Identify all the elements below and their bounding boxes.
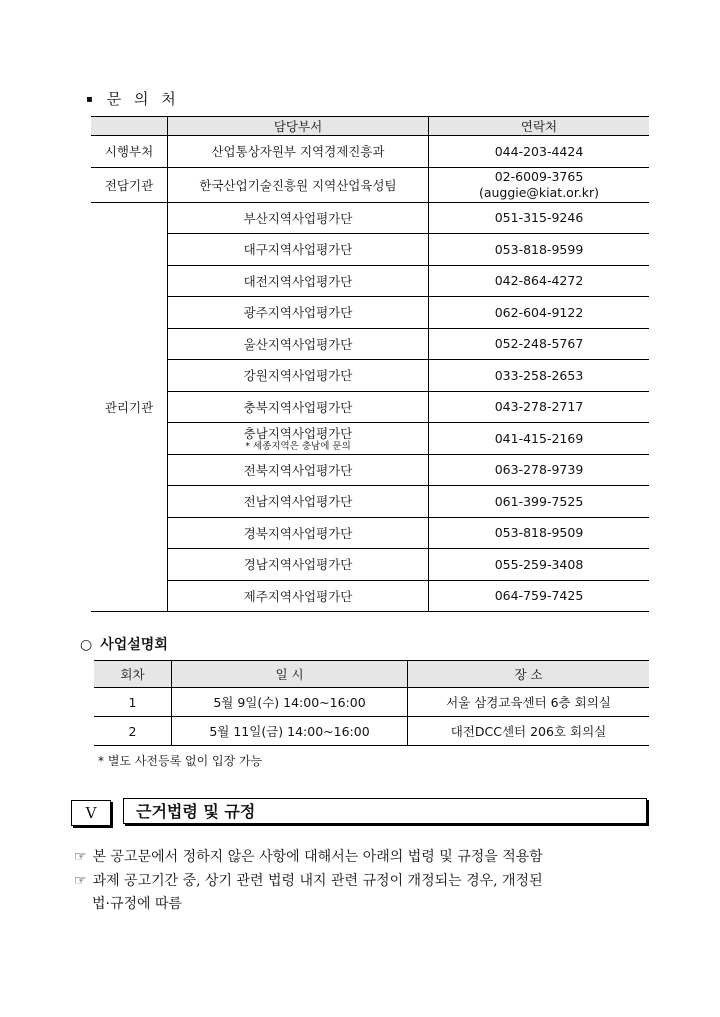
table-row [91, 486, 649, 518]
header-datetime: 일 시 [172, 661, 408, 688]
phone-cell: 043-278-2717 [429, 391, 650, 423]
table-row [91, 328, 649, 360]
department-cell: 전북지역사업평가단 [168, 454, 429, 486]
circle-bullet-icon: ○ [80, 637, 93, 653]
paragraph-1-text: 본 공고문에서 정하지 않은 사항에 대해서는 아래의 법령 및 규정을 적용함 [92, 849, 543, 865]
paragraph-2-line-2: 법·규정에 따름 [92, 896, 183, 912]
paragraph-2 [74, 870, 654, 916]
table-row [91, 454, 649, 486]
phone-cell: 064-759-7425 [429, 580, 650, 612]
department-cell: 전남지역사업평가단 [168, 486, 429, 518]
round-cell: 1 [94, 688, 172, 717]
contact-heading [86, 88, 180, 109]
sejong-note: * 세종지역은 충남에 문의 [245, 441, 351, 453]
department-cell: 한국산업기술진흥원 지역산업육성팀 [168, 167, 429, 202]
table-row [91, 297, 649, 329]
header-blank [91, 117, 168, 136]
department-cell: 대구지역사업평가단 [168, 234, 429, 266]
email-text: (auggie@kiat.or.kr) [478, 184, 600, 200]
briefing-heading [80, 634, 168, 654]
department-cell: 부산지역사업평가단 [168, 202, 429, 234]
phone-cell: 061-399-7525 [429, 486, 650, 518]
briefing-header-row [94, 661, 649, 688]
phone-cell: 053-818-9599 [429, 234, 650, 266]
contact-header-row [91, 117, 649, 136]
department-cell: 강원지역사업평가단 [168, 360, 429, 392]
phone-cell: 062-604-9122 [429, 297, 650, 329]
section-title: 근거법령 및 규정 [123, 798, 647, 824]
contact-heading-text: 문 의 처 [106, 90, 180, 108]
header-round: 회차 [94, 661, 172, 688]
place-cell: 서울 삼경교육센터 6층 회의실 [408, 688, 650, 717]
place-cell: 대전DCC센터 206호 회의실 [408, 717, 650, 746]
phone-cell: 052-248-5767 [429, 328, 650, 360]
phone-cell: 063-278-9739 [429, 454, 650, 486]
department-cell: 충북지역사업평가단 [168, 391, 429, 423]
table-row [91, 167, 649, 202]
table-row [91, 136, 649, 168]
department-cell: 대전지역사업평가단 [168, 265, 429, 297]
table-row [91, 265, 649, 297]
department-cell: 경남지역사업평가단 [168, 549, 429, 581]
briefing-note: * 별도 사전등록 없이 입장 가능 [98, 754, 263, 768]
table-row [91, 391, 649, 423]
pointing-hand-icon: ☞ [74, 873, 87, 889]
briefing-heading-text: 사업설명회 [100, 637, 168, 653]
square-bullet-icon: ▪ [86, 94, 97, 105]
phone-cell: 053-818-9509 [429, 517, 650, 549]
datetime-cell: 5월 9일(수) 14:00~16:00 [172, 688, 408, 717]
table-row [94, 717, 649, 746]
table-row [91, 360, 649, 392]
department-text: 충남지역사업평가단 [243, 426, 353, 442]
paragraph-1 [74, 846, 543, 869]
round-cell: 2 [94, 717, 172, 746]
department-cell: 경북지역사업평가단 [168, 517, 429, 549]
phone-cell: 051-315-9246 [429, 202, 650, 234]
department-cell [168, 423, 429, 455]
section-number: V [71, 800, 111, 826]
table-row [91, 580, 649, 612]
category-cell: 시행부처 [91, 136, 168, 168]
department-cell: 울산지역사업평가단 [168, 328, 429, 360]
table-row [91, 202, 649, 234]
department-cell: 광주지역사업평가단 [168, 297, 429, 329]
header-place: 장 소 [408, 661, 650, 688]
phone-cell: 041-415-2169 [429, 423, 650, 455]
table-row [94, 688, 649, 717]
contact-table [91, 116, 649, 612]
briefing-table [94, 660, 649, 746]
header-contact: 연락처 [429, 117, 650, 136]
header-department: 담당부서 [168, 117, 429, 136]
pointing-hand-icon: ☞ [74, 849, 87, 865]
table-row [91, 423, 649, 455]
phone-text: 02-6009-3765 [494, 168, 584, 184]
paragraph-2-line-1: 과제 공고기간 중, 상기 관련 법령 내지 관련 규정이 개정되는 경우, 개정된 [92, 873, 543, 889]
table-row [91, 549, 649, 581]
management-category-cell: 관리기관 [91, 202, 168, 612]
phone-cell: 044-203-4424 [429, 136, 650, 168]
department-cell: 제주지역사업평가단 [168, 580, 429, 612]
phone-cell: 042-864-4272 [429, 265, 650, 297]
phone-cell: 055-259-3408 [429, 549, 650, 581]
phone-cell [429, 167, 650, 202]
phone-cell: 033-258-2653 [429, 360, 650, 392]
category-cell: 전담기관 [91, 167, 168, 202]
datetime-cell: 5월 11일(금) 14:00~16:00 [172, 717, 408, 746]
department-cell: 산업통상자원부 지역경제진흥과 [168, 136, 429, 168]
table-row [91, 517, 649, 549]
table-row [91, 234, 649, 266]
